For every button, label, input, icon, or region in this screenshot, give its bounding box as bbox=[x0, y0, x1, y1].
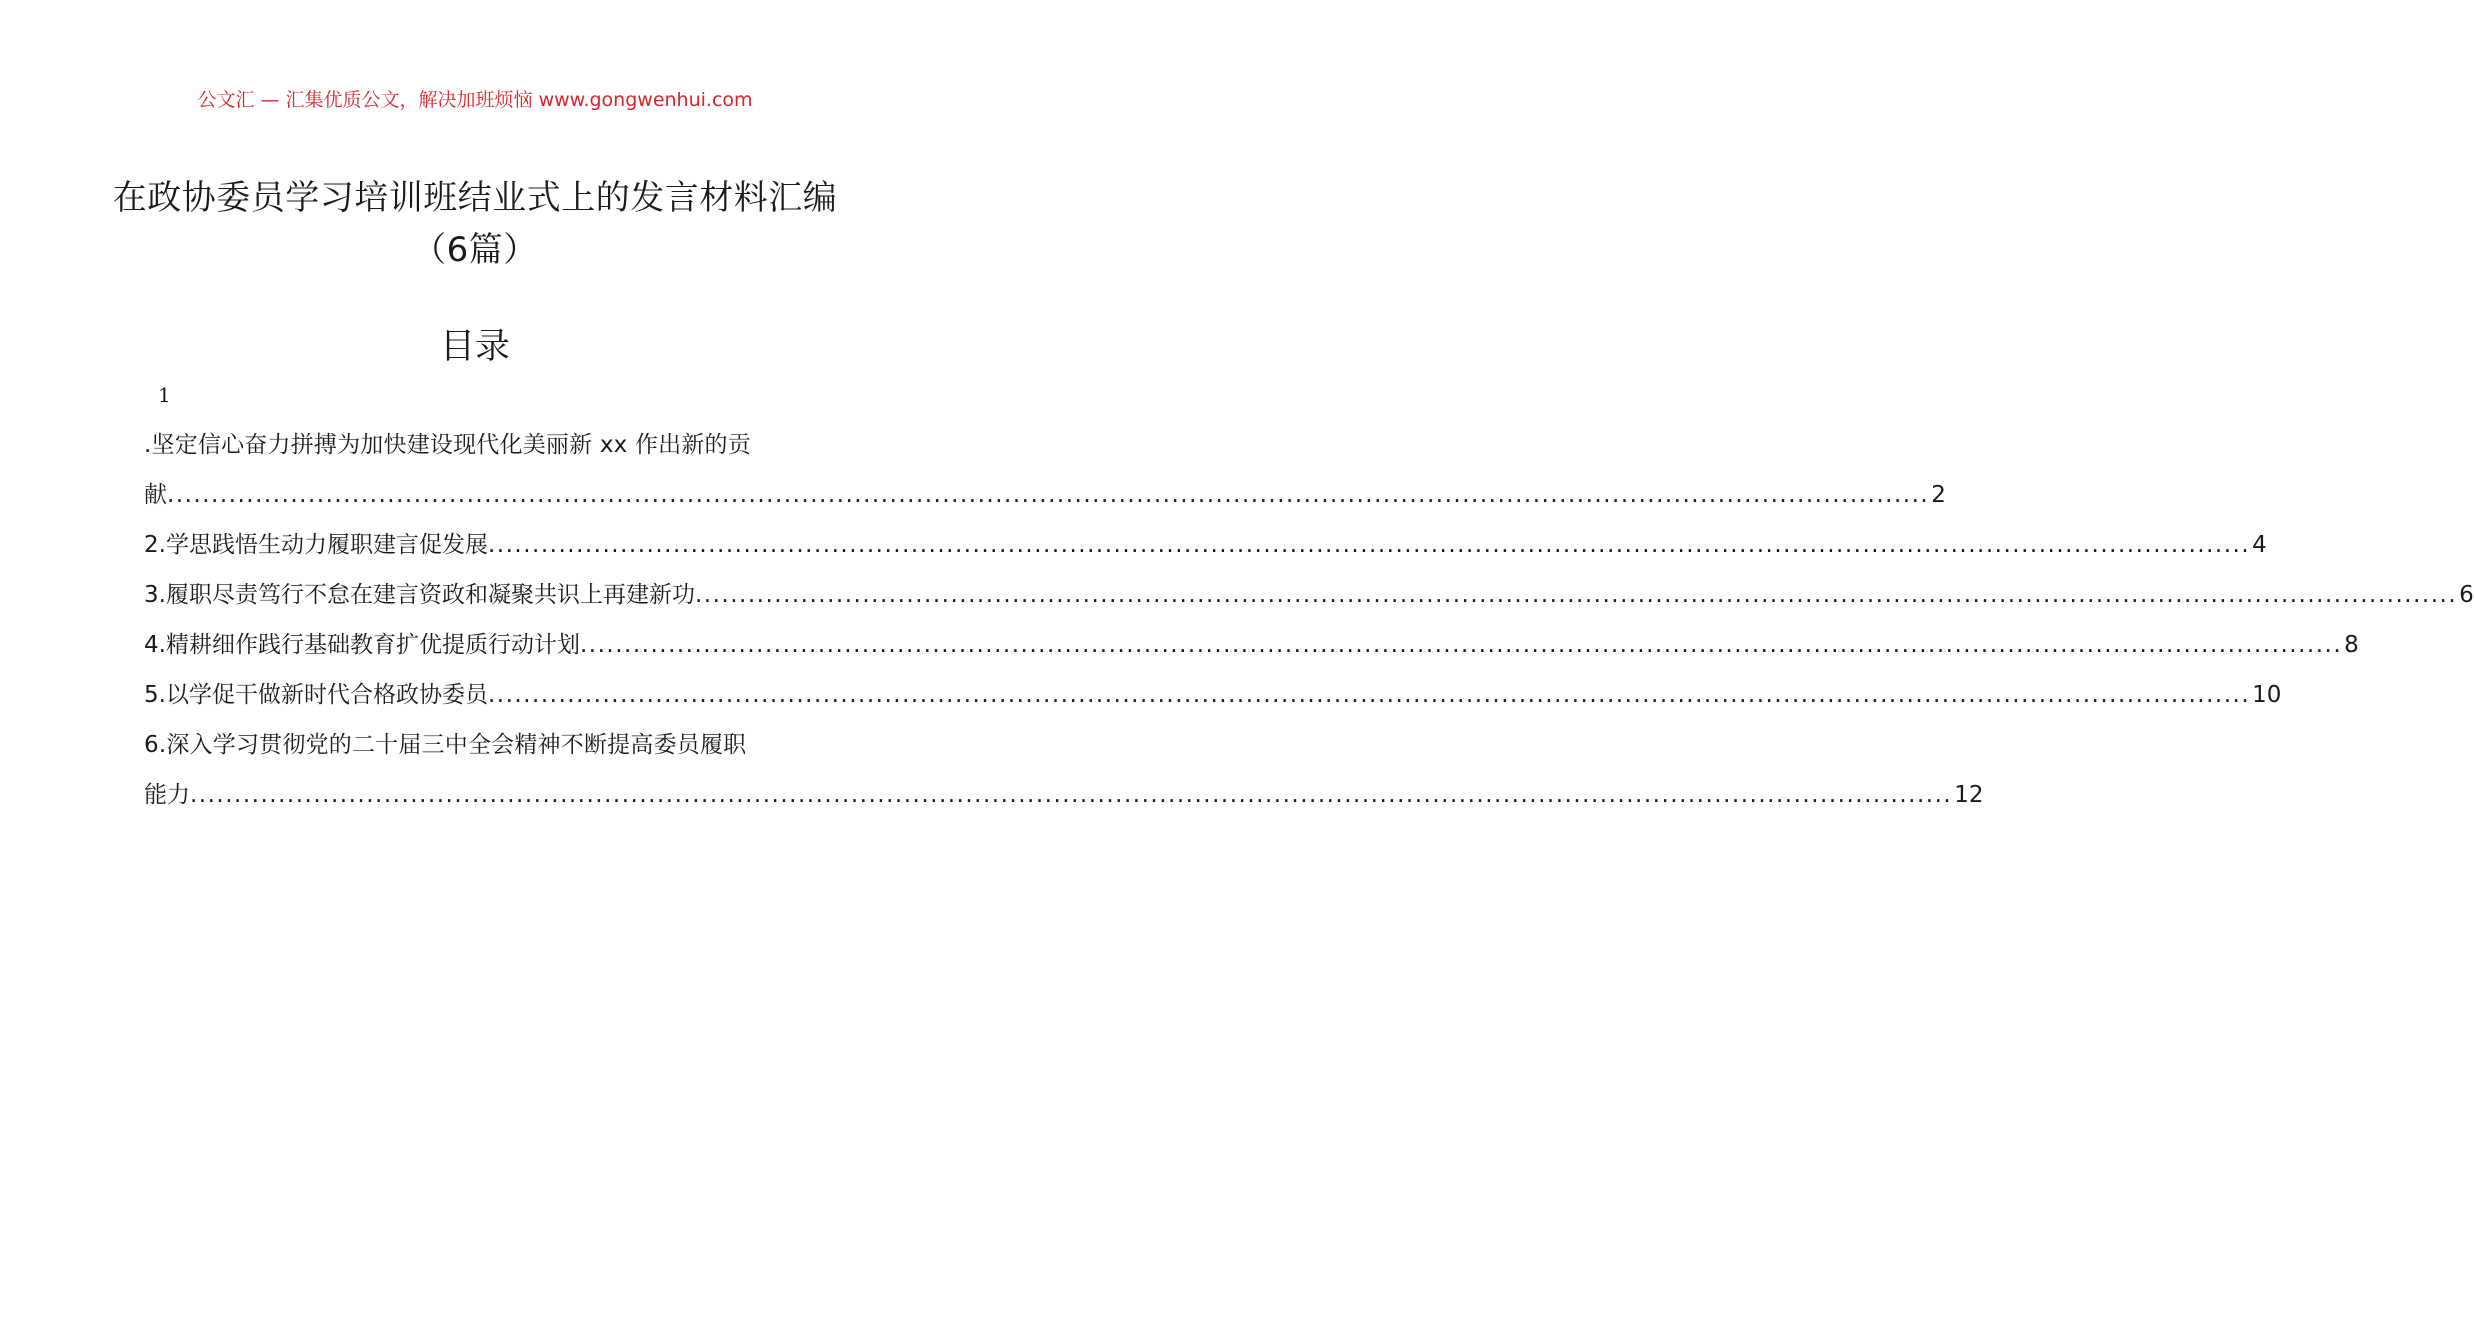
toc-entry-text: 3.履职尽责笃行不怠在建言资政和凝聚共识上再建新功 bbox=[144, 582, 695, 608]
toc-entry-5[interactable] bbox=[144, 670, 2282, 720]
toc-entry-1-line-1[interactable] bbox=[144, 420, 806, 470]
dot-leader: ........................................................................................................................................................................................................ bbox=[579, 632, 2343, 658]
toc-entry-text: 献 bbox=[144, 482, 167, 508]
header-banner: 公文汇 — 汇集优质公文，解决加班烦恼 www.gongwenhui.com bbox=[197, 89, 753, 111]
toc-entry-6-line-1[interactable] bbox=[144, 720, 806, 770]
document-title: 在政协委员学习培训班结业式上的发言材料汇编（6篇） bbox=[112, 178, 838, 270]
toc-page-number: 12 bbox=[1954, 782, 1984, 808]
toc-page-number: 8 bbox=[2344, 632, 2359, 658]
toc-page-number: 6 bbox=[2459, 582, 2474, 608]
toc-entry-text: 4.精耕细作践行基础教育扩优提质行动计划 bbox=[144, 632, 580, 658]
toc-entry-text: 5.以学促干做新时代合格政协委员 bbox=[144, 682, 488, 708]
toc-page-number: 10 bbox=[2252, 682, 2282, 708]
toc-entry-6-line-2[interactable] bbox=[144, 770, 1984, 820]
toc-entry-text: 2.学思践悟生动力履职建言促发展 bbox=[144, 532, 488, 558]
dot-leader: ........................................................................................................................................................................................................ bbox=[487, 532, 2251, 558]
toc-heading: 目录 bbox=[439, 327, 510, 367]
dot-leader: ........................................................................................................................................................................................................ bbox=[694, 582, 2458, 608]
toc-entry-3[interactable] bbox=[144, 570, 2474, 620]
toc-entry-text: 能力 bbox=[144, 782, 190, 808]
table-of-contents bbox=[144, 420, 2474, 820]
toc-entry-2[interactable] bbox=[144, 520, 2267, 570]
toc-first-number: 1 bbox=[158, 383, 171, 407]
dot-leader: ........................................................................................................................................................................................................ bbox=[167, 482, 1930, 508]
toc-page-number: 4 bbox=[2252, 532, 2267, 558]
toc-entry-text: .坚定信心奋力拼搏为加快建设现代化美丽新 xx 作出新的贡 bbox=[144, 432, 751, 458]
dot-leader: ........................................................................................................................................................................................................ bbox=[487, 682, 2251, 708]
toc-entry-1-line-2[interactable] bbox=[144, 470, 1946, 520]
toc-entry-4[interactable] bbox=[144, 620, 2359, 670]
toc-entry-text: 6.深入学习贯彻党的二十届三中全会精神不断提高委员履职 bbox=[144, 732, 747, 758]
toc-page-number: 2 bbox=[1931, 482, 1946, 508]
dot-leader: ........................................................................................................................................................................................................ bbox=[190, 782, 1953, 808]
